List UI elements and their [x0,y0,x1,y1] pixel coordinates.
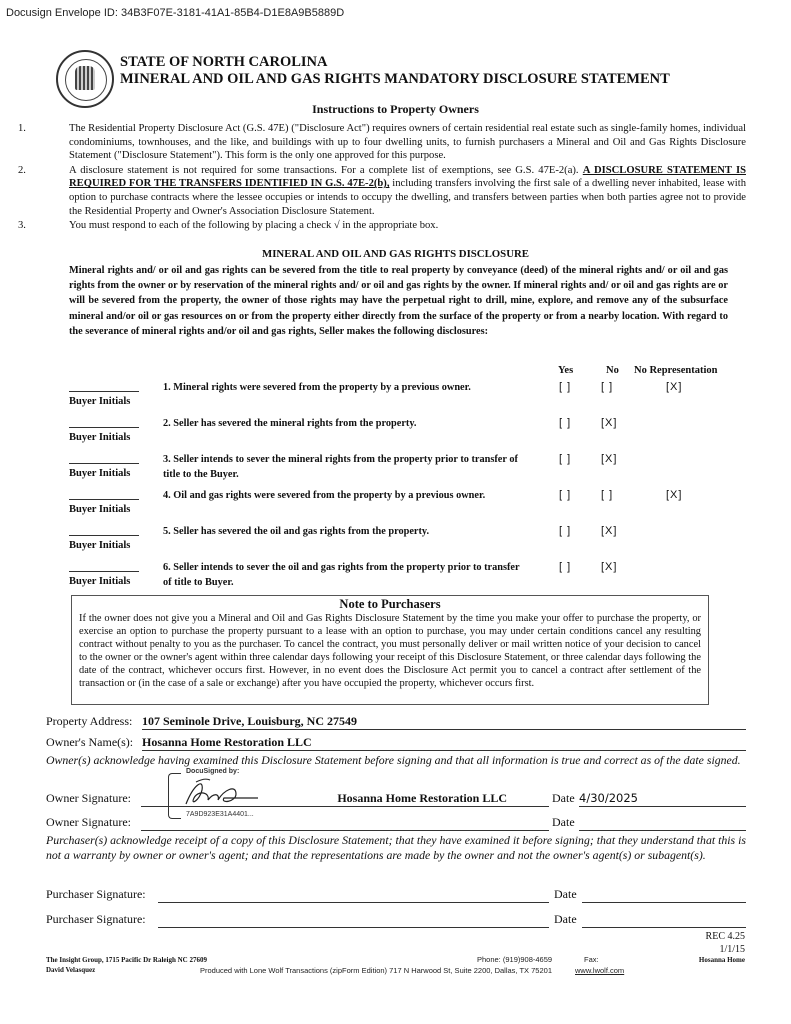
footer-phone: Phone: (919)908-4659 [477,955,553,964]
footer-produced-by: Produced with Lone Wolf Transactions (zipForm Edition) 717 N Harwood St, Suite 2200, Dallas, TX 75201 [200,966,552,975]
form-date: 1/1/15 [719,944,745,955]
checkbox-yes[interactable]: [ ] [559,453,572,465]
disclosure-row-2: Buyer Initials 2. Seller has severed the mineral rights from the property. [ ] [X] [69,417,618,443]
instruction-item: 1. The Residential Property Disclosure Act (G.S. 47E) ("Disclosure Act") requires owners of certain residential real estate such as single-family homes, individual condominiums, townhouses, and the like, and buildings with up to four dwelling units, to furnish purchasers a Mineral and Oil and Gas Rights Disclosure Statement ("Disclosure Statement"). This form is the only one approved for this purpose. [18,123,746,162]
property-address-label: Property Address: [46,714,133,728]
disclosure-row-6: Buyer Initials 6. Seller intends to sever the oil and gas rights from the property prior to transfer of title to Buyer. [ ] [X] [69,561,618,588]
footer-file-name: Hosanna Home [698,956,745,964]
disclosure-heading: MINERAL AND OIL AND GAS RIGHTS DISCLOSURE [262,248,529,260]
instructions-list [18,122,746,234]
disclosure-row-3: Buyer Initials 3. Seller intends to sever the mineral rights from the property prior to transfer of title to the Buyer. [ ] [X] [69,453,618,480]
owner-acknowledgement: Owner(s) acknowledge having examined this Disclosure Statement before signing and that all information is true and correct as of the date signed. [46,753,741,767]
docusign-envelope-id: Docusign Envelope ID: 34B3F07E-3181-41A1-85B4-D1E8A9B5889D [6,7,345,19]
owner-signer-name: Hosanna Home Restoration LLC [337,791,507,805]
col-no: No [606,365,619,376]
property-address-row [46,714,746,730]
disclosure-row-4: Buyer Initials 4. Oil and gas rights were severed from the property by a previous owner. [ ] [ ] [X] [69,489,683,515]
checkbox-yes[interactable]: [ ] [559,525,572,537]
state-seal-icon [56,50,114,108]
checkbox-yes[interactable]: [ ] [559,561,572,573]
instruction-item: 2. A disclosure statement is not required for some transactions. For a complete list of exemptions, see G.S. 47E-2(a). A DISCLOSURE STATEMENT IS REQUIRED FOR THE TRANSFERS IDENTIFIED IN G.S. 47E-2(b), including transfers involving the first sale of a dwelling never inhabited, lease with option to purchase contracts where the lessee occupies or intends to occupy the dwelling, and transfers between parties when both parties agree not to provide the Residential Property and Owner's Association Disclosure Statement. [18,164,746,217]
purchaser-date-field[interactable] [582,912,746,928]
page-title [120,54,670,88]
buyer-initials-field[interactable] [69,535,139,536]
docusign-id: 7A9D923E31A4401... [186,811,254,818]
note-title: Note to Purchasers [339,597,441,611]
buyer-initials-field[interactable] [69,571,139,572]
lwolf-link[interactable]: www.lwolf.com [575,966,625,975]
col-no-representation: No Representation [634,365,718,376]
checkbox-no[interactable]: [ ] [601,381,614,393]
purchaser-signature-field[interactable] [158,887,549,903]
instructions-heading: Instructions to Property Owners [312,102,479,116]
owner-date-field[interactable] [579,815,746,831]
owner-name-label: Owner's Name(s): [46,735,134,749]
checkbox-no-representation[interactable]: [X] [666,489,683,501]
checkbox-no[interactable]: [X] [601,525,618,537]
checkbox-no[interactable]: [X] [601,561,618,573]
checkbox-no[interactable]: [X] [601,453,618,465]
owner-signature-field[interactable] [141,791,549,807]
checkbox-yes[interactable]: [ ] [559,489,572,501]
note-to-purchasers [71,595,709,705]
disclosure-paragraph: Mineral rights and/ or oil and gas rights can be severed from the title to real property by conveyance (deed) of the mineral rights and/ or oil and gas rights from the owner or by reservation of the mineral rights and/ or oil and gas rights by the owner. If mineral rights and/ or oil and gas rights are or will be severed from the property, the owner of those rights may have the perpetual right to drill, mine, explore, and remove any of the subsurface mineral and/or oil or gas resources on or from the property either directly from the surface of the property or from a nearby location. With regard to the severance of mineral rights and/or oil and gas rights, Seller makes the following disclosures: [69,265,728,337]
purchaser-acknowledgement: Purchaser(s) acknowledge receipt of a copy of this Disclosure Statement; that they have examined it before signing; that they understand that this is not a warranty by owner or owner's agent; and that the representations are made by the owner and not the owner's agent(s) or subagent(s). [46,833,746,862]
col-yes: Yes [558,365,574,376]
title-line-2: MINERAL AND OIL AND GAS RIGHTS MANDATORY DISCLOSURE STATEMENT [120,71,670,87]
owner-signature-field[interactable] [141,815,549,831]
checkbox-no[interactable]: [ ] [601,489,614,501]
statute-reference-link: A DISCLOSURE STATEMENT IS REQUIRED FOR THE TRANSFERS IDENTIFIED IN G.S. 47E-2(b), [69,164,746,190]
purchaser-signature-row-1: Purchaser Signature: Date [46,887,746,903]
note-body: If the owner does not give you a Mineral and Oil and Gas Rights Disclosure Statement by the time you make your offer to purchase the property, or exercise an option to purchase the property pursuant to a lease with an option to purchase, you may under certain conditions cancel any resulting contract without penalty to you as the purchaser. To cancel the contract, you must personally deliver or mail written notice of your decision to cancel to the owner or the owner's agent within three calendar days following your receipt of this Disclosure Statement, or three calendar days following the date of the contract, whichever occurs first. However, in no event does the Disclosure Act permit you to cancel a contract after settlement of the transaction or (in the case of a sale or exchange) after you have occupied the property, whichever occurs first. [79,613,701,689]
owner-signature-row-2: Owner Signature: Date [46,815,746,831]
owner-date-field[interactable]: 4/30/2025 [579,791,746,807]
buyer-initials-field[interactable] [69,391,139,392]
owner-name-row [46,735,746,751]
instruction-item: 3. You must respond to each of the following by placing a check √ in the appropriate box. [18,220,439,232]
disclosure-row-5: Buyer Initials 5. Seller has severed the oil and gas rights from the property. [ ] [X] [69,525,618,551]
purchaser-date-field[interactable] [582,887,746,903]
checkbox-no[interactable]: [X] [601,417,618,429]
purchaser-signature-row-2: Purchaser Signature: Date [46,912,746,928]
checkbox-no-representation[interactable]: [X] [666,381,683,393]
buyer-initials-field[interactable] [69,427,139,428]
docusigned-by-label: DocuSigned by: [186,768,240,775]
checkbox-yes[interactable]: [ ] [559,381,572,393]
footer-fax: Fax: [584,955,599,964]
form-code: REC 4.25 [705,931,745,942]
buyer-initials-field[interactable] [69,499,139,500]
buyer-initials-field[interactable] [69,463,139,464]
disclosure-row-1: Buyer Initials 1. Mineral rights were severed from the property by a previous owner. [ ] [ ] [X] [69,381,683,407]
checkbox-yes[interactable]: [ ] [559,417,572,429]
footer-company: The Insight Group, 1715 Pacific Dr Raleigh NC 27609 [46,956,207,964]
owner-signature-row-1: Owner Signature: Hosanna Home Restoration LLC Date 4/30/2025 [46,791,746,807]
purchaser-signature-field[interactable] [158,912,549,928]
footer-agent: David Velasquez [46,966,96,974]
title-line-1: STATE OF NORTH CAROLINA [120,54,328,70]
owner-name-field[interactable]: Hosanna Home Restoration LLC [142,735,746,751]
property-address-field[interactable]: 107 Seminole Drive, Louisburg, NC 27549 [142,714,746,730]
